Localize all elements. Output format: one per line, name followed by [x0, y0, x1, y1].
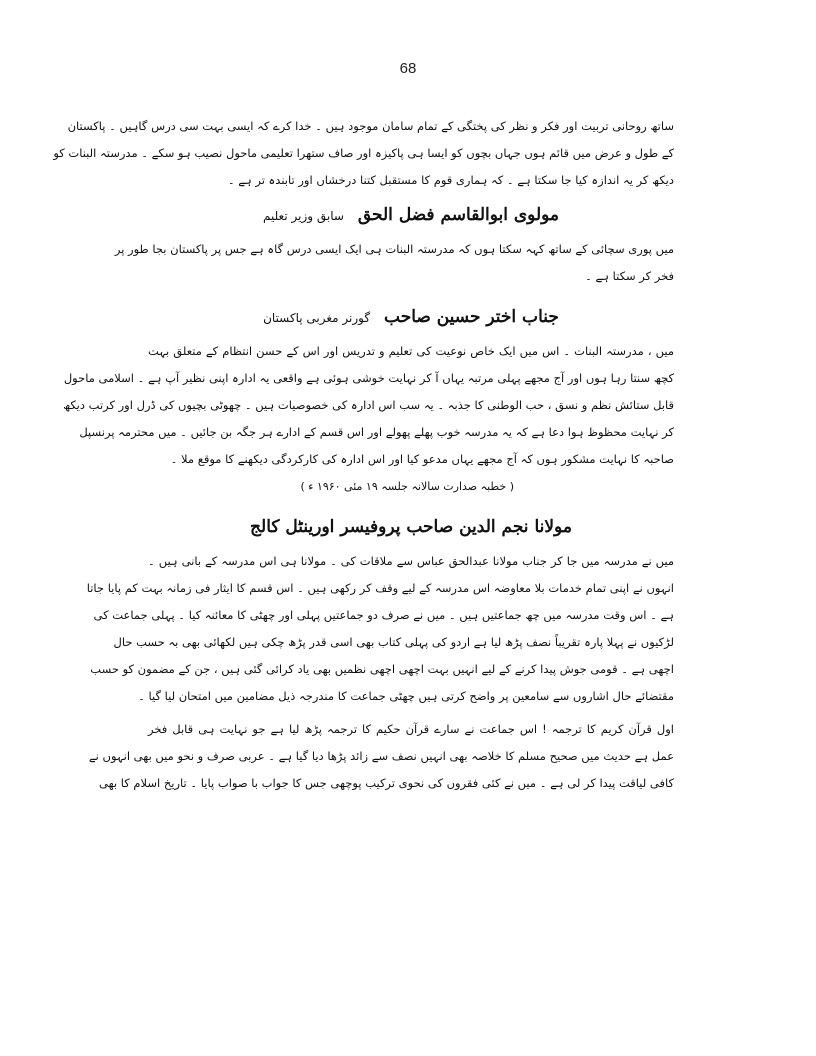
section-3-paragraph	[86, 548, 674, 710]
paragraph-line: اچھی ہے ۔ قومی جوش پیدا کرنے کے لیے انہیں بہت اچھی اچھی نظمیں بھی یاد کرائی گئی ہیں ، جن کے مضمون کو حسب	[90, 662, 674, 676]
heading-name: مولوی ابوالقاسم فضل الحق	[357, 205, 560, 225]
heading-title: سابق وزیر تعلیم	[262, 209, 344, 223]
paragraph-line: لڑکیوں نے پہلا پارہ تقریباً نصف پڑھ لیا ہے اردو کی پہلی کتاب بھی اسی قدر پڑھ چکی ہیں لکھائی بھی بہ حسب حال	[113, 635, 674, 649]
section-heading	[148, 296, 674, 338]
section-heading	[148, 194, 674, 236]
paragraph-line: کافی لیاقت پیدا کر لی ہے ۔ میں نے کئی فقروں کی نحوی ترکیب پوچھی جس کا جواب با صواب پایا ۔ تاریخ اسلام کا بھی	[99, 776, 674, 790]
section-heading	[148, 506, 674, 548]
citation: ( خطبہ صدارت سالانہ جلسہ ۱۹ مئی ۱۹۶۰ ء )	[300, 480, 514, 493]
intro-paragraph	[53, 113, 674, 194]
section-4-paragraph	[88, 716, 674, 797]
paragraph-line: اول قرآن کریم کا ترجمہ ! اس جماعت نے سارے قرآن حکیم کا ترجمہ پڑھ لیا ہے جو نہایت ہی قابل فخر	[148, 722, 674, 736]
heading-name: مولانا نجم الدین صاحب پروفیسر اورینٹل کالج	[250, 517, 572, 537]
section-2-paragraph	[63, 338, 674, 473]
paragraph-line: ہے ۔ اس وقت مدرسہ میں چھ جماعتیں ہیں ۔ میں نے صرف دو جماعتیں پہلی اور چھٹی کا معائنہ کیا ۔ پہلی جماعت کی	[93, 608, 674, 622]
page-body	[53, 113, 674, 797]
paragraph-line: میں ، مدرستہ البنات ۔ اس میں ایک خاص نوعیت کی تعلیم و تدریس اور اس کے حسن انتظام کے متعلق بہت	[148, 344, 674, 358]
heading-name: جناب اختر حسین صاحب	[384, 307, 559, 327]
heading-title: گورنر مغربی پاکستان	[263, 311, 371, 325]
paragraph-line: قابل ستائش نظم و نسق ، حب الوطنی کا جذبہ ۔ یہ سب اس ادارہ کی خصوصیات ہیں ۔ چھوٹی بچیوں کی ڈرل اور کرتب دیکھ	[63, 398, 674, 412]
paragraph-line: کچھ سنتا رہا ہوں اور آج مجھے پہلی مرتبہ یہاں آ کر نہایت خوشی ہوئی ہے واقعی یہ ادارہ اپنی نظیر آپ ہے ۔ اسلامی ماحول	[63, 371, 674, 385]
paragraph-line: فخر کر سکتا ہے ۔	[585, 269, 674, 283]
paragraph-line: ساتھ روحانی تربیت اور فکر و نظر کی پختگی کے تمام سامان موجود ہیں ۔ خدا کرے کہ ایسی بہت سی درس گاہیں ۔ پاکستان	[67, 119, 674, 133]
paragraph-line: میں نے مدرسہ میں جا کر جناب مولانا عبدالحق عباس سے ملاقات کی ۔ مولانا ہی اس مدرسہ کے بانی ہیں ۔	[148, 554, 674, 568]
paragraph-line: صاحبہ کا نہایت مشکور ہوں کہ آج مجھے یہاں مدعو کیا اور اس ادارہ کی کارکردگی دیکھنے کا موقع ملا ۔	[170, 452, 674, 466]
paragraph-line: مقتضائے حال اشاروں سے سامعین پر واضح کرتی ہیں چھٹی جماعت کا مندرجہ ذیل مضامین میں امتحان لیا گیا ۔	[138, 689, 674, 703]
section-1-paragraph	[114, 236, 674, 290]
paragraph-line: میں پوری سچائی کے ساتھ کہہ سکتا ہوں کہ مدرستہ البنات ہی ایک ایسی درس گاہ ہے جس پر پاکستان بجا طور پر	[114, 242, 674, 256]
page-number: 68	[399, 60, 417, 77]
paragraph-line: کر نہایت محظوظ ہوا دعا ہے کہ یہ مدرسہ خوب پھلے پھولے اور اس قسم کے ادارے ہر جگہ بن جائیں ۔ میں محترمہ پرنسپل	[79, 425, 674, 439]
paragraph-line: دیکھ کر یہ اندازہ کیا جا سکتا ہے ۔ کہ ہماری قوم کا مستقبل کتنا درخشاں اور تابندہ تر ہے ۔	[227, 173, 674, 187]
paragraph-line: کے طول و عرض میں قائم ہوں جہاں بچوں کو ایسا ہی پاکیزہ اور صاف ستھرا تعلیمی ماحول نصیب ہو سکے ۔ مدرستہ البنات کو	[53, 146, 674, 160]
paragraph-line: عمل ہے حدیث میں صحیح مسلم کا خلاصہ بھی انہیں نصف سے زائد پڑھا دیا گیا ہے ۔ عربی صرف و نحو میں بھی انہوں نے	[88, 749, 674, 763]
paragraph-line: انہوں نے اپنی تمام خدمات بلا معاوضہ اس مدرسہ کے لیے وقف کر رکھی ہیں ۔ اس قسم کا ایثار فی زمانہ بہت کم پایا جاتا	[86, 581, 674, 595]
